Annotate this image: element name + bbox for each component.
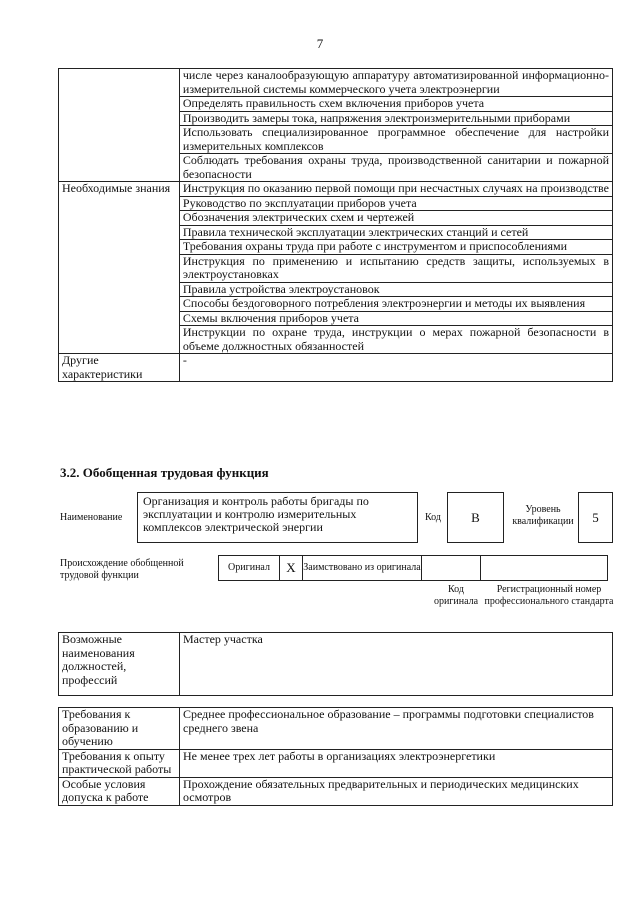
requirement-value: Прохождение обязательных предварительных и периодических медицинских осмотров [180, 777, 613, 805]
knowledge-item: Требования охраны труда при работе с инструментом и приспособлениями [179, 240, 612, 255]
original-code-cell [422, 556, 481, 581]
knowledge-item: Инструкции по охране труда, инструкции о мерах пожарной безопасности в объеме должностных обязанностей [179, 326, 612, 354]
code-original-caption: Код оригинала [433, 584, 479, 607]
knowledge-item: Обозначения электрических схем и чертежей [179, 211, 612, 226]
reg-number-cell [481, 556, 608, 581]
requirement-value: Не менее трех лет работы в организациях электроэнергетики [180, 749, 613, 777]
requirement-label: Требования к опыту практической работы [59, 749, 180, 777]
knowledge-item: Инструкция по оказанию первой помощи при несчастных случаях на производстве [179, 182, 612, 197]
original-mark: X [280, 556, 303, 581]
knowledge-item: Правила технической эксплуатации электрических станций и сетей [179, 225, 612, 240]
page-number: 7 [316, 36, 324, 51]
borrowed-label: Заимствовано из оригинала [303, 556, 422, 581]
original-label: Оригинал [219, 556, 280, 581]
name-label: Наименование [60, 512, 123, 523]
skill-item: Определять правильность схем включения приборов учета [179, 97, 612, 112]
skill-item: Производить замеры тока, напряжения электроизмерительными приборами [179, 111, 612, 126]
knowledge-label: Необходимые знания [59, 182, 180, 197]
knowledge-item: Инструкция по применению и испытанию средств защиты, используемых в электроустановках [179, 254, 612, 282]
skills-knowledge-table [58, 68, 613, 382]
knowledge-item: Способы бездоговорного потребления электроэнергии и методы их выявления [179, 297, 612, 312]
requirement-label: Требования к образованию и обучению [59, 708, 180, 750]
other-value: - [179, 354, 612, 382]
requirements-table [58, 707, 613, 806]
positions-table [58, 632, 613, 696]
reg-number-caption: Регистрационный номер профессионального стандарта [484, 584, 614, 607]
code-value-box: В [447, 492, 504, 543]
skill-item: Соблюдать требования охраны труда, производственной санитарии и пожарной безопасности [179, 154, 612, 182]
requirement-value: Среднее профессиональное образование – программы подготовки специалистов среднего звена [180, 708, 613, 750]
knowledge-item: Руководство по эксплуатации приборов учета [179, 196, 612, 211]
skill-item: числе через каналообразующую аппаратуру автоматизированной информационно-измерительной системы коммерческого учета электроэнергии [179, 69, 612, 97]
positions-value: Мастер участка [180, 633, 613, 696]
knowledge-item: Схемы включения приборов учета [179, 311, 612, 326]
code-label: Код [425, 512, 441, 523]
level-value-box: 5 [578, 492, 613, 543]
section-heading: 3.2. Обобщенная трудовая функция [60, 465, 269, 480]
skill-item: Использовать специализированное программное обеспечение для настройки измерительных комплексов [179, 126, 612, 154]
other-label: Другие характеристики [59, 354, 180, 382]
level-label: Уровень квалификации [512, 504, 574, 527]
positions-label: Возможные наименования должностей, профессий [59, 633, 180, 696]
origin-label: Происхождение обобщенной трудовой функции [60, 558, 184, 581]
origin-table [218, 555, 608, 581]
requirement-label: Особые условия допуска к работе [59, 777, 180, 805]
knowledge-item: Правила устройства электроустановок [179, 282, 612, 297]
function-name-box: Организация и контроль работы бригады по эксплуатации и контролю измерительных комплексов электрической энергии [137, 492, 418, 543]
